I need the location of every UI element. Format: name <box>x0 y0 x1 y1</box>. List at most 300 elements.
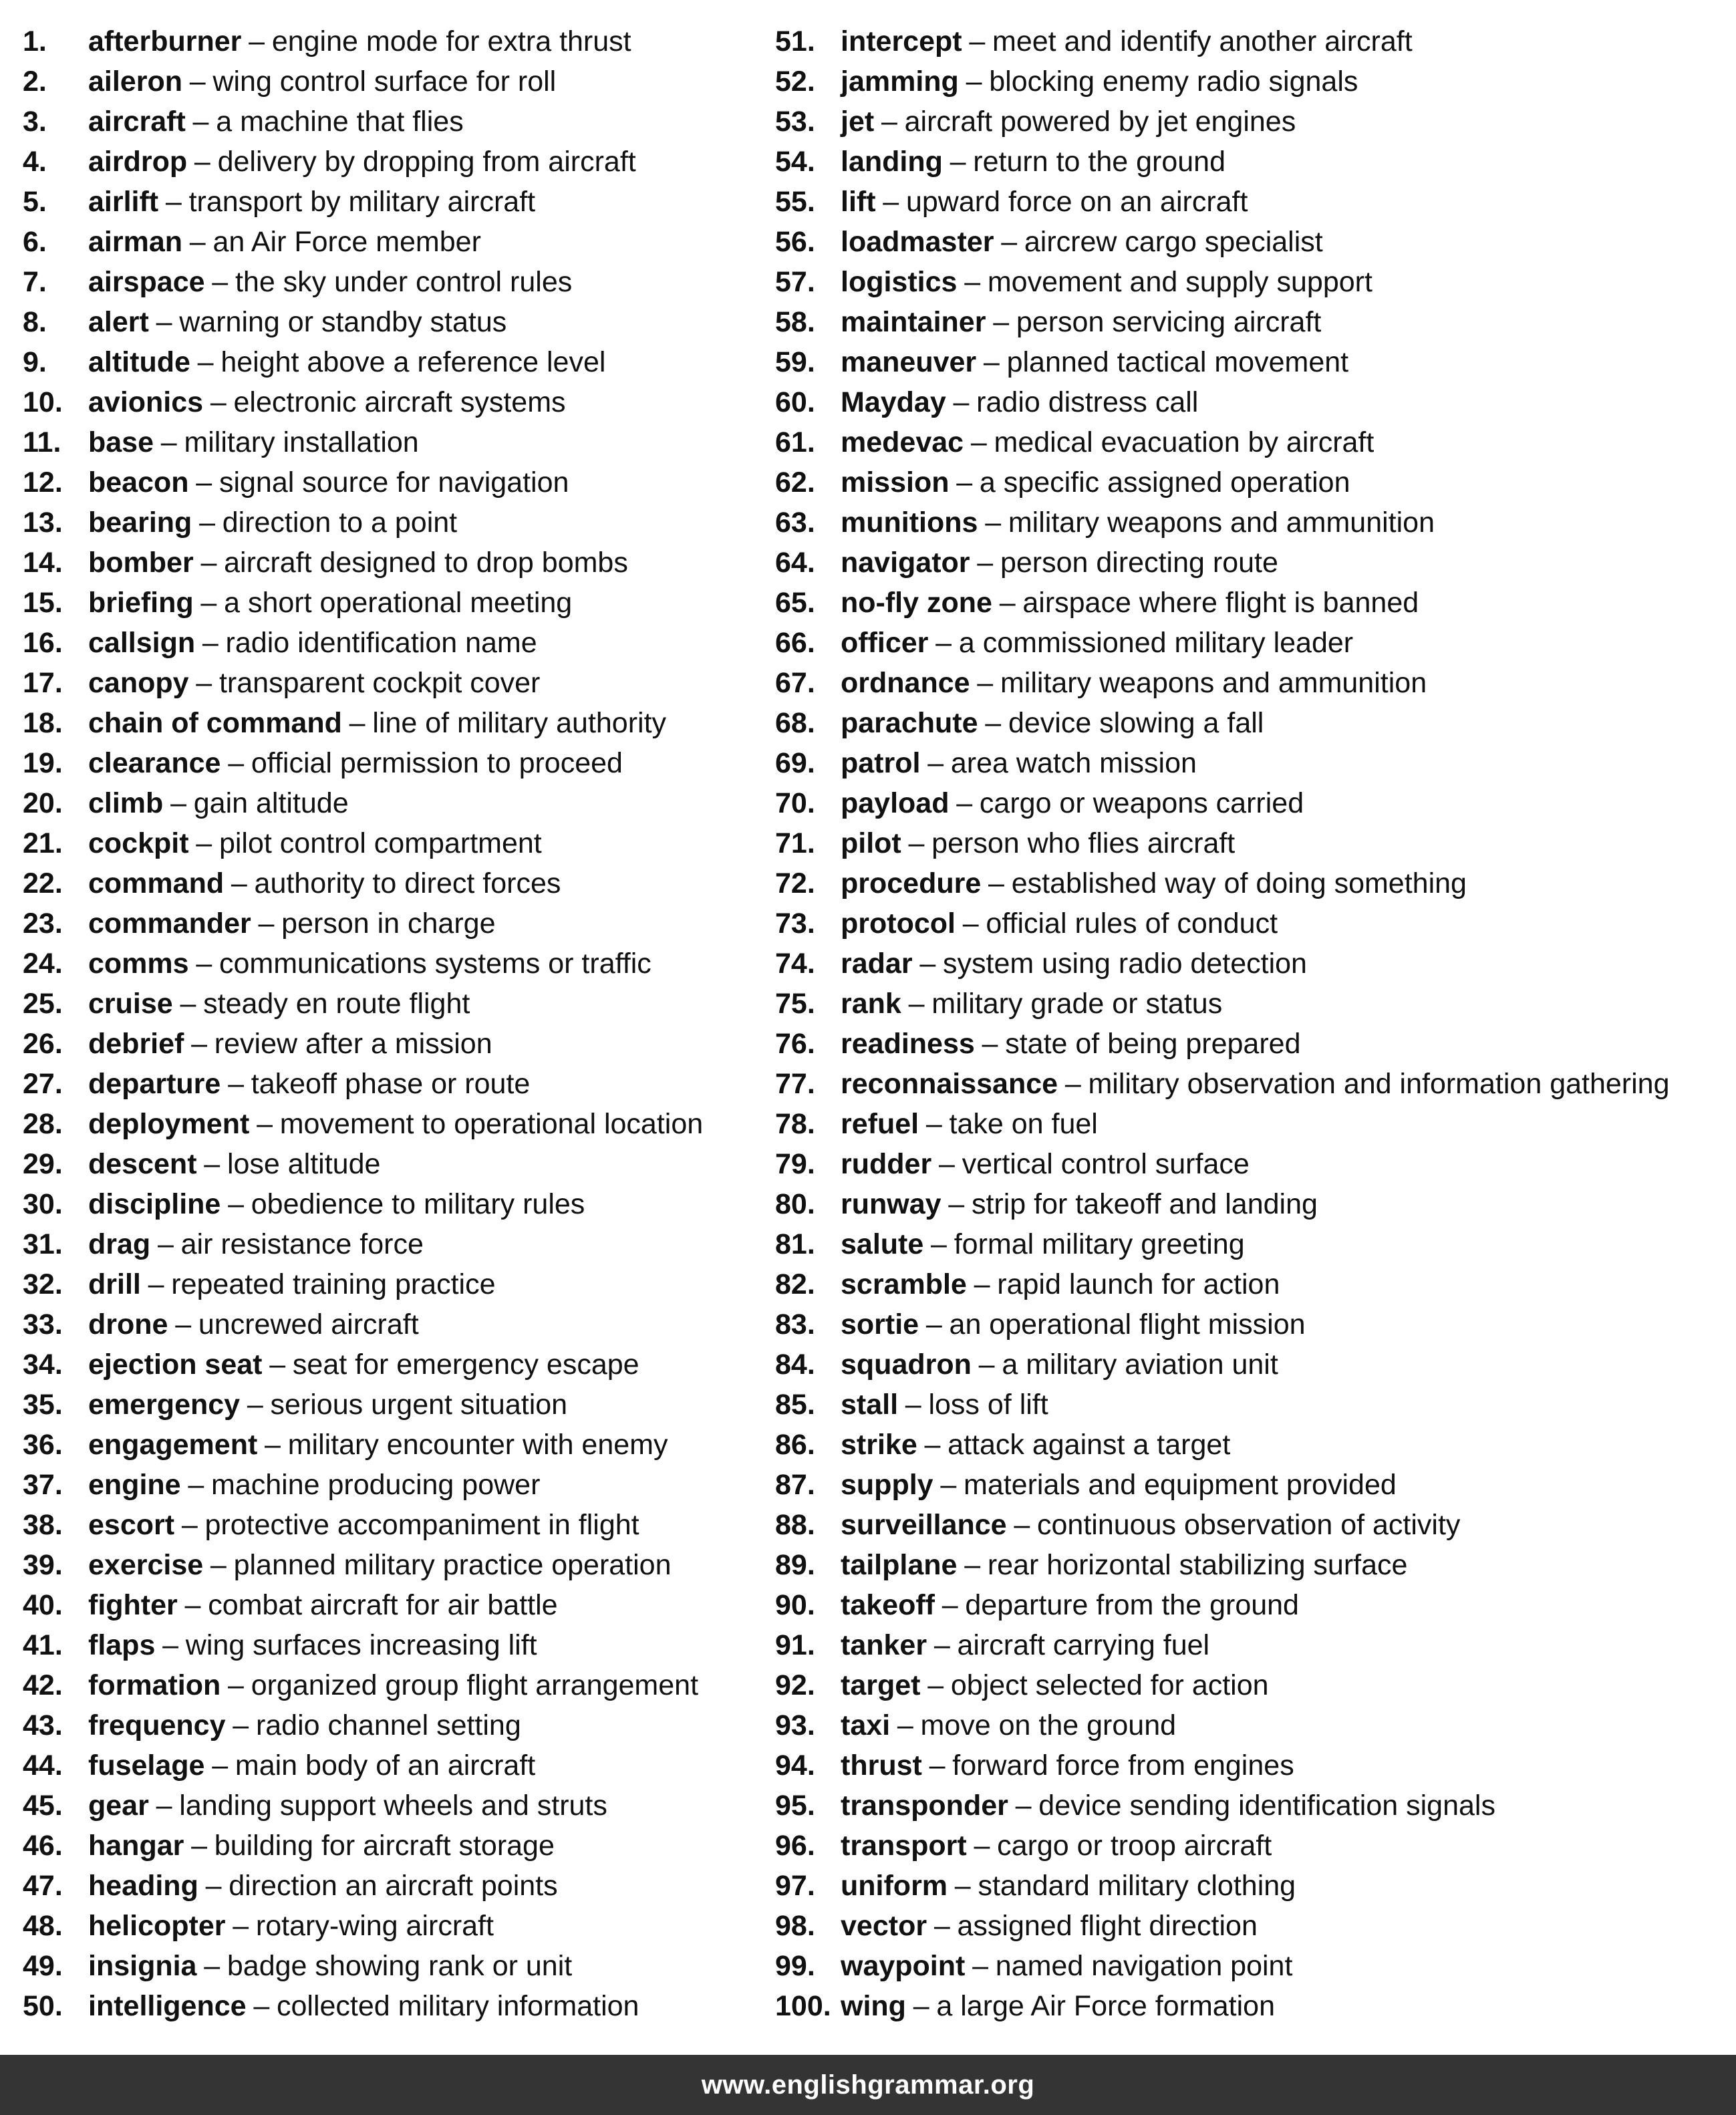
left-column <box>23 21 791 2026</box>
item-separator: – <box>938 1148 955 1180</box>
item-definition: seat for emergency escape <box>292 1349 639 1381</box>
item-number: 87. <box>775 1469 815 1501</box>
item-separator: – <box>196 948 212 980</box>
item-term: commander <box>88 907 251 940</box>
list-item <box>23 944 791 984</box>
list-item <box>23 1625 791 1665</box>
item-definition: aircrew cargo specialist <box>1024 226 1323 258</box>
item-separator: – <box>196 827 212 859</box>
item-separator: – <box>1001 226 1018 258</box>
item-definition: line of military authority <box>372 707 667 739</box>
item-definition: authority to direct forces <box>254 867 561 899</box>
list-item <box>23 142 791 182</box>
item-term: frequency <box>88 1709 226 1741</box>
item-definition: military weapons and ammunition <box>1008 507 1435 539</box>
item-number: 81. <box>775 1228 815 1260</box>
item-number: 61. <box>775 426 815 458</box>
item-separator: – <box>212 1749 229 1782</box>
list-item <box>23 1745 791 1786</box>
item-separator: – <box>349 707 366 739</box>
list-item <box>23 182 791 222</box>
list-item <box>775 142 1724 182</box>
item-number: 96. <box>775 1830 815 1862</box>
item-term: flaps <box>88 1629 156 1661</box>
item-term: helicopter <box>88 1910 226 1942</box>
item-term: afterburner <box>88 25 242 57</box>
item-definition: state of being prepared <box>1005 1028 1301 1060</box>
item-term: drill <box>88 1268 141 1300</box>
list-item <box>775 783 1724 823</box>
list-item <box>775 462 1724 503</box>
item-separator: – <box>212 266 229 298</box>
list-item <box>23 302 791 342</box>
list-item <box>23 21 791 61</box>
item-separator: – <box>188 1469 204 1501</box>
item-definition: military installation <box>184 426 419 458</box>
item-definition: steady en route flight <box>203 988 470 1020</box>
list-item <box>775 1064 1724 1104</box>
item-separator: – <box>184 1589 201 1621</box>
item-number: 3. <box>23 106 47 138</box>
item-term: callsign <box>88 627 196 659</box>
item-definition: landing support wheels and struts <box>179 1790 607 1822</box>
item-definition: forward force from engines <box>952 1749 1294 1782</box>
list-item <box>23 1385 791 1425</box>
item-number: 6. <box>23 226 47 258</box>
footer-bar <box>0 2055 1736 2115</box>
item-definition: a specific assigned operation <box>979 466 1350 499</box>
item-number: 75. <box>775 988 815 1020</box>
list-item <box>775 1345 1724 1385</box>
list-item <box>775 944 1724 984</box>
item-number: 42. <box>23 1669 63 1701</box>
item-definition: engine mode for extra thrust <box>271 25 631 57</box>
item-definition: official rules of conduct <box>986 907 1278 940</box>
item-term: chain of command <box>88 707 342 739</box>
item-separator: – <box>210 386 227 418</box>
item-definition: pilot control compartment <box>219 827 542 859</box>
item-definition: wing surfaces increasing lift <box>185 1629 537 1661</box>
item-number: 44. <box>23 1749 63 1782</box>
item-number: 16. <box>23 627 63 659</box>
list-item <box>775 1184 1724 1224</box>
item-term: logistics <box>841 266 958 298</box>
list-item <box>775 61 1724 102</box>
item-definition: aircraft carrying fuel <box>957 1629 1210 1661</box>
item-separator: – <box>156 1790 172 1822</box>
item-term: airman <box>88 226 183 258</box>
item-term: lift <box>841 186 876 218</box>
item-number: 86. <box>775 1429 815 1461</box>
item-definition: main body of an aircraft <box>235 1749 536 1782</box>
item-term: sortie <box>841 1308 919 1341</box>
item-definition: upward force on an aircraft <box>905 186 1248 218</box>
item-separator: – <box>162 1629 179 1661</box>
item-definition: military grade or status <box>931 988 1223 1020</box>
item-separator: – <box>1064 1068 1081 1100</box>
list-item <box>775 21 1724 61</box>
list-item <box>775 1786 1724 1826</box>
item-definition: air resistance force <box>180 1228 424 1260</box>
list-item <box>23 1064 791 1104</box>
item-separator: – <box>933 1910 950 1942</box>
item-separator: – <box>200 547 217 579</box>
list-item <box>775 1024 1724 1064</box>
item-definition: obedience to military rules <box>251 1188 585 1220</box>
item-term: munitions <box>841 507 978 539</box>
item-number: 15. <box>23 587 63 619</box>
item-separator: – <box>156 306 172 338</box>
item-number: 29. <box>23 1148 63 1180</box>
item-definition: rotary-wing aircraft <box>255 1910 494 1942</box>
item-definition: delivery by dropping from aircraft <box>217 146 636 178</box>
item-separator: – <box>970 426 987 458</box>
list-item <box>23 222 791 262</box>
item-separator: – <box>977 547 994 579</box>
item-number: 32. <box>23 1268 63 1300</box>
item-separator: – <box>233 1709 249 1741</box>
item-separator: – <box>175 1308 192 1341</box>
item-definition: person who flies aircraft <box>931 827 1236 859</box>
item-term: rank <box>841 988 901 1020</box>
item-term: ordnance <box>841 667 970 699</box>
item-separator: – <box>948 1188 965 1220</box>
item-definition: lose altitude <box>227 1148 381 1180</box>
item-separator: – <box>908 988 925 1020</box>
item-definition: blocking enemy radio signals <box>989 65 1358 98</box>
item-definition: the sky under control rules <box>235 266 573 298</box>
item-number: 93. <box>775 1709 815 1741</box>
item-number: 80. <box>775 1188 815 1220</box>
item-number: 28. <box>23 1108 63 1140</box>
item-definition: system using radio detection <box>943 948 1307 980</box>
list-item <box>775 1465 1724 1505</box>
item-number: 34. <box>23 1349 63 1381</box>
list-item <box>23 984 791 1024</box>
item-number: 21. <box>23 827 63 859</box>
list-item <box>23 663 791 703</box>
list-item <box>775 1625 1724 1665</box>
item-term: maintainer <box>841 306 986 338</box>
item-term: reconnaissance <box>841 1068 1058 1100</box>
item-definition: object selected for action <box>950 1669 1269 1701</box>
item-definition: vertical control surface <box>962 1148 1250 1180</box>
list-item <box>23 1104 791 1144</box>
item-number: 91. <box>775 1629 815 1661</box>
item-term: navigator <box>841 547 970 579</box>
item-term: Mayday <box>841 386 946 418</box>
item-definition: badge showing rank or unit <box>227 1950 573 1982</box>
list-item <box>775 262 1724 302</box>
item-separator: – <box>974 1268 990 1300</box>
list-item <box>775 342 1724 382</box>
item-definition: planned military practice operation <box>233 1549 672 1581</box>
item-number: 11. <box>23 426 61 458</box>
item-number: 35. <box>23 1389 63 1421</box>
item-term: airlift <box>88 186 159 218</box>
item-separator: – <box>940 1469 957 1501</box>
item-term: airdrop <box>88 146 188 178</box>
item-separator: – <box>165 186 182 218</box>
list-item <box>23 1826 791 1866</box>
item-number: 60. <box>775 386 815 418</box>
list-item <box>23 422 791 462</box>
list-item <box>775 1385 1724 1425</box>
item-definition: military encounter with enemy <box>287 1429 668 1461</box>
item-separator: – <box>249 25 265 57</box>
item-definition: serious urgent situation <box>270 1389 568 1421</box>
item-term: deployment <box>88 1108 250 1140</box>
item-definition: materials and equipment provided <box>964 1469 1397 1501</box>
item-number: 59. <box>775 346 815 378</box>
item-term: target <box>841 1669 921 1701</box>
item-number: 90. <box>775 1589 815 1621</box>
item-number: 74. <box>775 948 815 980</box>
item-term: stall <box>841 1389 899 1421</box>
list-item <box>775 222 1724 262</box>
item-separator: – <box>966 65 982 98</box>
item-definition: cargo or troop aircraft <box>997 1830 1272 1862</box>
item-number: 27. <box>23 1068 63 1100</box>
item-number: 56. <box>775 226 815 258</box>
item-number: 20. <box>23 787 63 819</box>
list-item <box>775 1224 1724 1264</box>
item-definition: uncrewed aircraft <box>198 1308 419 1341</box>
item-definition: height above a reference level <box>221 346 606 378</box>
item-number: 57. <box>775 266 815 298</box>
item-separator: – <box>231 867 247 899</box>
item-separator: – <box>200 587 217 619</box>
item-number: 92. <box>775 1669 815 1701</box>
item-definition: named navigation point <box>995 1950 1293 1982</box>
item-definition: an Air Force member <box>212 226 481 258</box>
item-term: runway <box>841 1188 942 1220</box>
item-definition: review after a mission <box>214 1028 492 1060</box>
list-item <box>23 623 791 663</box>
list-item <box>775 984 1724 1024</box>
list-item <box>23 1264 791 1304</box>
item-number: 58. <box>775 306 815 338</box>
item-number: 25. <box>23 988 63 1020</box>
item-term: loadmaster <box>841 226 994 258</box>
item-definition: cargo or weapons carried <box>979 787 1304 819</box>
item-separator: – <box>157 1228 174 1260</box>
list-item <box>775 1986 1724 2026</box>
item-definition: signal source for navigation <box>219 466 569 499</box>
item-number: 70. <box>775 787 815 819</box>
item-separator: – <box>956 787 973 819</box>
list-item <box>775 382 1724 422</box>
item-term: aircraft <box>88 106 186 138</box>
item-definition: person servicing aircraft <box>1016 306 1322 338</box>
item-term: taxi <box>841 1709 891 1741</box>
item-term: procedure <box>841 867 982 899</box>
item-separator: – <box>897 1709 913 1741</box>
item-separator: – <box>908 827 925 859</box>
item-term: bomber <box>88 547 194 579</box>
item-number: 1. <box>23 25 47 57</box>
list-item <box>775 1665 1724 1705</box>
item-term: waypoint <box>841 1950 966 1982</box>
item-separator: – <box>983 346 1000 378</box>
item-term: jamming <box>841 65 959 98</box>
item-number: 7. <box>23 266 47 298</box>
item-separator: – <box>925 1308 942 1341</box>
item-term: intelligence <box>88 1990 247 2022</box>
item-term: beacon <box>88 466 189 499</box>
item-number: 84. <box>775 1349 815 1381</box>
list-item <box>23 703 791 743</box>
item-definition: a short operational meeting <box>224 587 573 619</box>
list-item <box>23 1906 791 1946</box>
list-item <box>775 583 1724 623</box>
item-number: 53. <box>775 106 815 138</box>
item-number: 51. <box>775 25 815 57</box>
item-definition: transparent cockpit cover <box>219 667 541 699</box>
item-term: gear <box>88 1790 149 1822</box>
item-separator: – <box>953 386 970 418</box>
item-separator: – <box>985 507 1002 539</box>
list-item <box>23 783 791 823</box>
item-number: 98. <box>775 1910 815 1942</box>
item-number: 55. <box>775 186 815 218</box>
list-item <box>775 1104 1724 1144</box>
item-number: 49. <box>23 1950 63 1982</box>
item-separator: – <box>905 1389 921 1421</box>
list-item <box>23 1024 791 1064</box>
item-number: 33. <box>23 1308 63 1341</box>
item-number: 52. <box>775 65 815 98</box>
list-item <box>23 543 791 583</box>
item-number: 47. <box>23 1870 63 1902</box>
list-item <box>23 1665 791 1705</box>
item-term: emergency <box>88 1389 241 1421</box>
item-separator: – <box>202 627 219 659</box>
item-separator: – <box>956 466 973 499</box>
list-item <box>23 903 791 944</box>
list-item <box>775 102 1724 142</box>
item-number: 37. <box>23 1469 63 1501</box>
item-separator: – <box>233 1910 249 1942</box>
item-term: patrol <box>841 747 921 779</box>
item-separator: – <box>160 426 177 458</box>
item-definition: warning or standby status <box>179 306 507 338</box>
item-number: 82. <box>775 1268 815 1300</box>
item-term: avionics <box>88 386 204 418</box>
item-number: 88. <box>775 1509 815 1541</box>
item-number: 17. <box>23 667 63 699</box>
list-item <box>775 543 1724 583</box>
list-item <box>23 1946 791 1986</box>
item-separator: – <box>189 65 206 98</box>
item-term: debrief <box>88 1028 184 1060</box>
item-number: 30. <box>23 1188 63 1220</box>
item-definition: communications systems or traffic <box>219 948 652 980</box>
item-number: 45. <box>23 1790 63 1822</box>
list-item <box>23 1224 791 1264</box>
list-item <box>23 823 791 863</box>
item-definition: takeoff phase or route <box>251 1068 531 1100</box>
item-definition: a military aviation unit <box>1002 1349 1278 1381</box>
item-term: parachute <box>841 707 978 739</box>
item-term: departure <box>88 1068 221 1100</box>
item-separator: – <box>883 186 899 218</box>
item-separator: – <box>189 226 206 258</box>
list-item <box>23 462 791 503</box>
item-number: 100. <box>775 1990 831 2022</box>
item-separator: – <box>210 1549 227 1581</box>
item-definition: direction an aircraft points <box>229 1870 558 1902</box>
item-separator: – <box>194 146 210 178</box>
item-definition: electronic aircraft systems <box>233 386 566 418</box>
list-item <box>775 1906 1724 1946</box>
item-term: canopy <box>88 667 189 699</box>
list-item <box>23 1545 791 1585</box>
item-definition: a machine that flies <box>216 106 464 138</box>
item-number: 43. <box>23 1709 63 1741</box>
item-separator: – <box>929 1749 946 1782</box>
item-separator: – <box>993 306 1010 338</box>
list-item <box>775 1144 1724 1184</box>
item-separator: – <box>191 1028 208 1060</box>
item-definition: radio channel setting <box>255 1709 521 1741</box>
item-term: heading <box>88 1870 198 1902</box>
item-term: climb <box>88 787 164 819</box>
item-number: 94. <box>775 1749 815 1782</box>
item-term: landing <box>841 146 943 178</box>
item-number: 50. <box>23 1990 63 2022</box>
item-number: 40. <box>23 1589 63 1621</box>
item-term: descent <box>88 1148 197 1180</box>
footer-url[interactable]: www.englishgrammar.org <box>701 2070 1035 2100</box>
item-separator: – <box>228 1068 245 1100</box>
item-definition: medical evacuation by aircraft <box>994 426 1375 458</box>
item-definition: a large Air Force formation <box>936 1990 1276 2022</box>
item-separator: – <box>969 25 986 57</box>
item-term: mission <box>841 466 950 499</box>
item-separator: – <box>258 907 275 940</box>
item-definition: an operational flight mission <box>949 1308 1306 1341</box>
item-separator: – <box>191 1830 208 1862</box>
list-item <box>775 422 1724 462</box>
item-separator: – <box>950 146 966 178</box>
item-separator: – <box>196 466 212 499</box>
item-number: 12. <box>23 466 63 499</box>
item-number: 66. <box>775 627 815 659</box>
list-item <box>775 1705 1724 1745</box>
item-definition: radio distress call <box>976 386 1199 418</box>
item-number: 38. <box>23 1509 63 1541</box>
list-item <box>23 1425 791 1465</box>
item-separator: – <box>199 507 215 539</box>
item-term: no-fly zone <box>841 587 992 619</box>
list-item <box>775 903 1724 944</box>
item-separator: – <box>972 1950 989 1982</box>
item-term: tanker <box>841 1629 927 1661</box>
item-separator: – <box>977 667 994 699</box>
item-term: squadron <box>841 1349 972 1381</box>
list-item <box>23 1705 791 1745</box>
list-item <box>775 1545 1724 1585</box>
item-definition: machine producing power <box>211 1469 541 1501</box>
item-term: engagement <box>88 1429 258 1461</box>
item-number: 95. <box>775 1790 815 1822</box>
item-definition: radio identification name <box>225 627 537 659</box>
list-item <box>23 1866 791 1906</box>
item-definition: loss of lift <box>928 1389 1048 1421</box>
list-item <box>775 1946 1724 1986</box>
item-number: 48. <box>23 1910 63 1942</box>
